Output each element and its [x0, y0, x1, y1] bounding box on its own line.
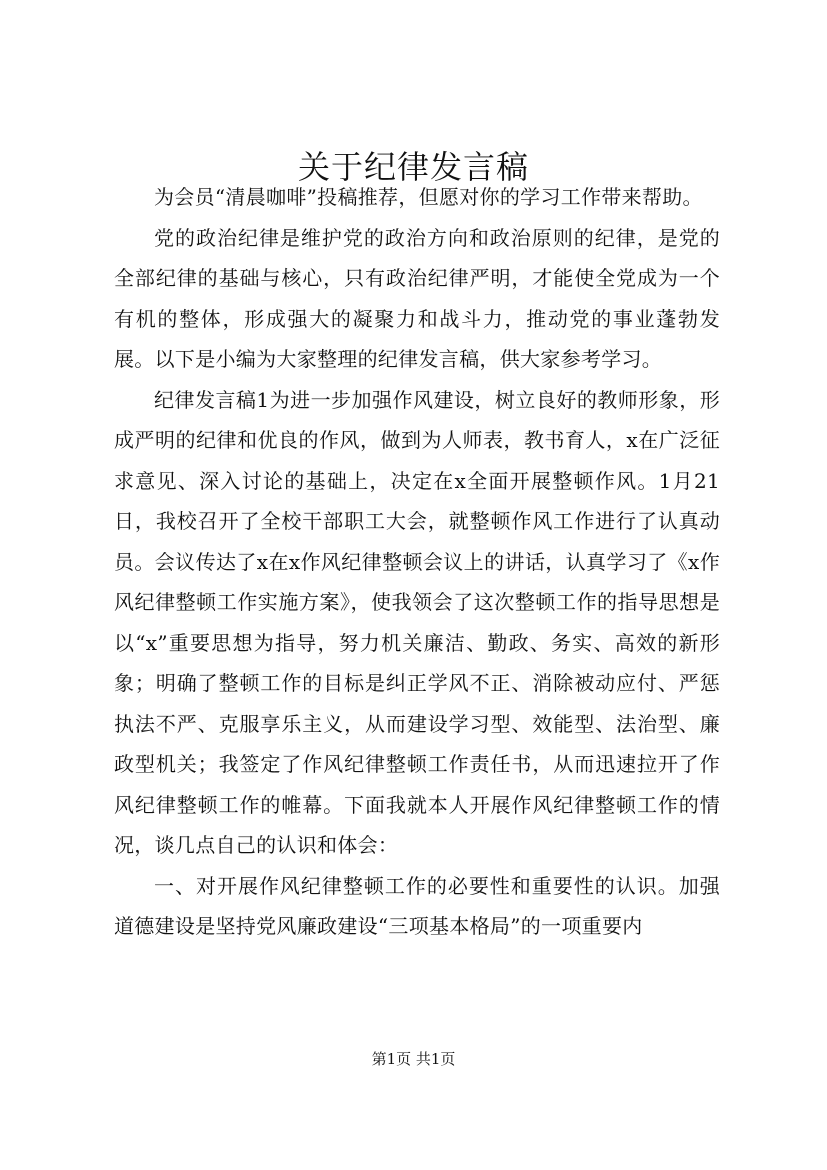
page-number-footer: 第1页 共1页	[371, 1050, 456, 1068]
paragraph-intro: 为会员“清晨咖啡”投稿推荐，但愿对你的学习工作带来帮助。	[154, 185, 703, 209]
paragraph-political-discipline: 党的政治纪律是维护党的政治方向和政治原则的纪律，是党的全部纪律的基础与核心，只有政治纪律严明，才能使全党成为一个有机的整体，形成强大的凝聚力和战斗力，推动党的事业蓬勃发展。以下是小编为大家整理的纪律发言稿，供大家参考学习。	[114, 225, 720, 371]
paragraph-speech-one: 纪律发言稿1为进一步加强作风建设，树立良好的教师形象，形成严明的纪律和优良的作风，做到为人师表，教书育人，x在广泛征求意见、深入讨论的基础上，决定在x全面开展整顿作风。1月21日，我校召开了全校干部职工大会，就整顿作风工作进行了认真动员。会议传达了x在x作风纪律整顿会议上的讲话，认真学习了《x作风纪律整顿工作实施方案》，使我领会了这次整顿工作的指导思想是以“x”重要思想为指导，努力机关廉洁、勤政、务实、高效的新形象；明确了整顿工作的目标是纠正学风不正、消除被动应付、严惩执法不严、克服享乐主义，从而建设学习型、效能型、法治型、廉政型机关；我签定了作风纪律整顿工作责任书，从而迅速拉开了作风纪律整顿工作的帷幕。下面我就本人开展作风纪律整顿工作的情况，谈几点自己的认识和体会：	[114, 387, 720, 857]
paragraph-section-one: 一、对开展作风纪律整顿工作的必要性和重要性的认识。加强道德建设是坚持党风廉政建设“三项基本格局”的一项重要内	[114, 873, 720, 938]
document-body	[114, 177, 720, 947]
document-title: 关于纪律发言稿	[297, 148, 529, 186]
